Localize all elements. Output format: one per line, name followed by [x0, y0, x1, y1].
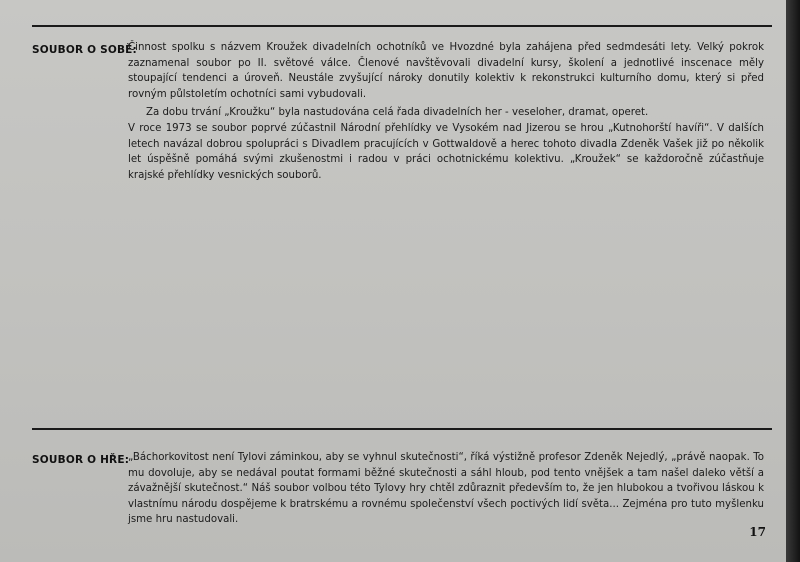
top-rule: [32, 25, 772, 27]
page-number: 17: [749, 525, 766, 539]
middle-rule: [32, 428, 772, 430]
paragraph: Za dobu trvání „Kroužku“ byla nastudována celá řada divadelních her - veseloher, dramat, operet.: [146, 107, 649, 119]
section-text-self: [128, 40, 764, 183]
section-text-play: [128, 450, 764, 528]
book-gutter: [786, 0, 800, 562]
section-label-play: SOUBOR O HŘE:: [32, 454, 130, 466]
paragraph: V roce 1973 se soubor poprvé zúčastnil Národní přehlídky ve Vysokém nad Jizerou se hrou „Kutnohorští havíři“. V dalších letech navázal dobrou spolupráci s Divadlem pracujících v Gottwaldově a herec tohoto divadla Zdeněk Vašek již po několik let úspěšně pomáhá svými zkušenostmi i radou v práci ochotnickému kolektivu. „Kroužek“ se každoročně zúčastňuje krajské přehlídky vesnických souborů.: [128, 122, 764, 181]
section-label-self: SOUBOR O SOBĚ:: [32, 44, 137, 56]
paragraph: Činnost spolku s názvem Kroužek divadelních ochotníků ve Hvozdné byla zahájena před sedmdesáti lety. Velký pokrok zaznamenal soubor po II. světové válce. Členové navštěvovali divadelní kursy, školení a jednotlivé inscenace měly stoupající tendenci a úroveň. Neustále zvyšující nároky donutily kolektiv k rekonstrukci kulturního domu, který si před rovným půlstoletím ochotníci sami vybudovali.: [128, 42, 764, 100]
paragraph: „Báchorkovitost není Tylovi záminkou, aby se vyhnul skutečnosti“, říká výstižně profesor Zdeněk Nejedlý, „právě naopak. To mu dovoluje, aby se nedával poutat formami běžné skutečnosti a sáhl hloub, pod tento vnějšek a tam našel daleko větší a závažnější skutečnost.“ Náš soubor volbou této Tylovy hry chtěl zdůraznit především to, že jen hlubokou a tvořivou láskou k vlastnímu národu dospějeme k bratrskému a rovnému společenství všech poctivých lidí světa... Zejména pro tuto myšlenku jsme hru nastudovali.: [128, 452, 764, 526]
